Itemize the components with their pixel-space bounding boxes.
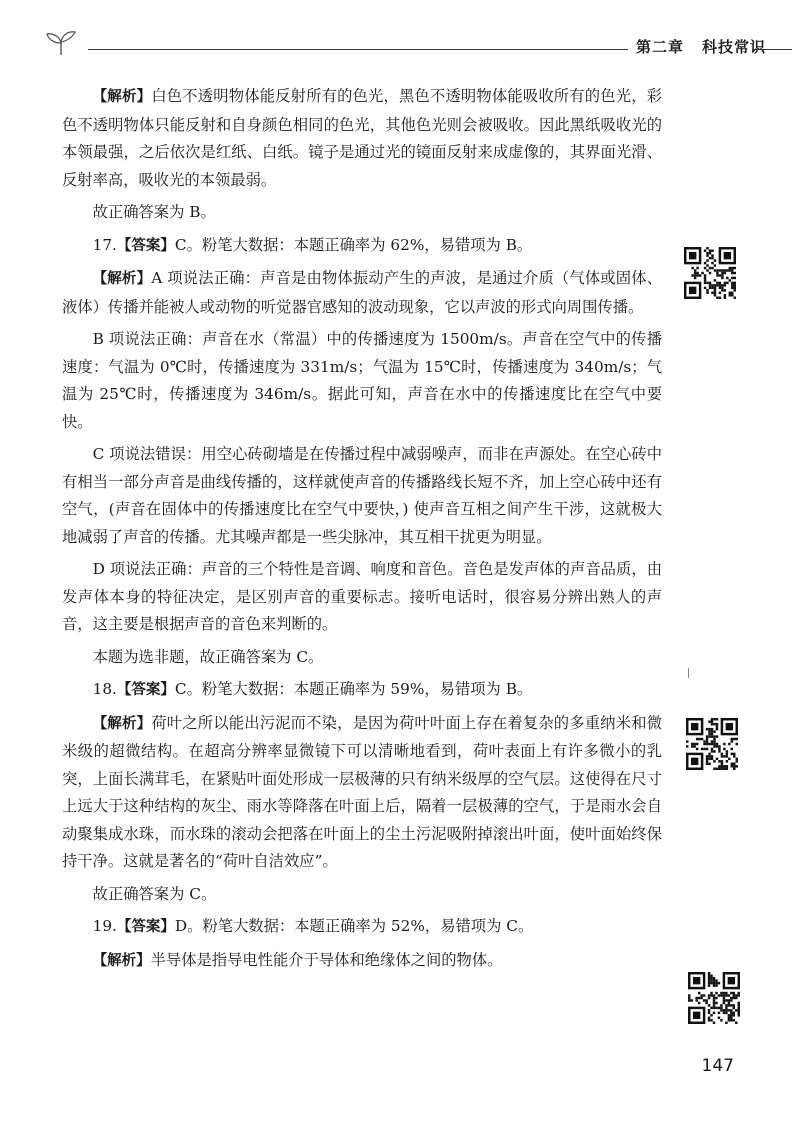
answer-text: C。粉笔大数据：本题正确率为 62%，易错项为 B。 [174,235,533,254]
page-body [62,83,662,980]
scan-artifact [688,668,689,678]
answer-conclusion: 故正确答案为 B。 [92,203,216,221]
analysis-tag: 【解析】 [92,271,152,287]
answer-tag: 【答案】 [116,682,175,698]
question-number: 17. [92,235,117,254]
analysis-paragraph [62,265,662,321]
paragraph-text: A 项说法正确：声音是由物体振动产生的声波，是通过介质（气体或固体、液体）传播并能被人或动物的听觉器官感知的波动现象，它以声波的形式向周围传播。 [62,269,662,316]
qr-code-icon[interactable] [684,247,736,299]
chapter-section: 科技常识 [702,38,767,56]
sprout-icon [44,30,78,56]
option-b-explanation: B 项说法正确：声音在水（常温）中的传播速度为 1500m/s。声音在空气中的传播速度：气温为 0℃时，传播速度为 331m/s；气温为 15℃时，传播速度为 340m/s；气温为 25℃时，传播速度为 346m/s。据此可知，声音在水中的传播速度比在空气中要快。 [62,330,662,431]
paragraph-text: 白色不透明物体能反射所有的色光，黑色不透明物体能吸收所有的色光，彩色不透明物体只能反射和自身颜色相同的色光，其他色光则会被吸收。因此黑纸吸收光的本领最强，之后依次是红纸、白纸。镜子是通过光的镜面反射来成虚像的，其界面光滑、反射率高，吸收光的本领最弱。 [62,87,662,189]
question-number: 18. [92,680,117,698]
analysis-paragraph [62,947,662,976]
option-c-explanation: C 项说法错误：用空心砖砌墙是在传播过程中减弱噪声，而非在声源处。在空心砖中有相当一部分声音是曲线传播的，这样就使声音的传播路线长短不齐，加上空心砖中还有空气，(声音在固体中的传播速度比在空气中要快，) 使声音互相之间产生干涉，这就极大地减弱了声音的传播。尤其噪声都是一些尖脉冲，其互相干扰更为明显。 [62,445,662,546]
qr-code-icon[interactable] [686,718,738,770]
page-number: 147 [701,1056,734,1076]
answer-text: D。粉笔大数据：本题正确率为 52%，易错项为 C。 [174,917,534,935]
analysis-tag: 【解析】 [92,89,152,105]
analysis-tag: 【解析】 [92,952,151,969]
qr-code-icon[interactable] [688,972,740,1024]
question-18-answer [62,676,662,705]
header-rule-right [752,49,792,50]
answer-text: C。粉笔大数据：本题正确率为 59%，易错项为 B。 [174,680,533,698]
question-19-answer [62,913,662,942]
answer-tag: 【答案】 [116,919,175,935]
answer-conclusion: 故正确答案为 C。 [92,884,217,903]
answer-tag: 【答案】 [116,237,175,254]
analysis-tag: 【解析】 [92,715,152,732]
analysis-paragraph [62,83,662,194]
paragraph-text: 半导体是指导电性能介于导体和绝缘体之间的物体。 [150,950,503,969]
paragraph-text: 荷叶之所以能出污泥而不染，是因为荷叶叶面上存在着复杂的多重纳米和微米级的超微结构。在超高分辨率显微镜下可以清晰地看到，荷叶表面上有许多微小的乳突，上面长满茸毛，在紧贴叶面处形成一层极薄的只有纳米级厚的空气层。这使得在尺寸上远大于这种结构的灰尘、雨水等降落在叶面上后，隔着一层极薄的空气，于是雨水会自动聚集成水珠，而水珠的滚动会把落在叶面上的尘土污泥吸附掉滚出叶面，使叶面始终保持干净。这就是著名的“荷叶自洁效应”。 [62,713,662,870]
option-d-explanation: D 项说法正确：声音的三个特性是音调、响度和音色。音色是发声体的声音品质，由发声体本身的特征决定，是区别声音的重要标志。接听电话时，很容易分辨出熟人的声音，这主要是根据声音的音色来判断的。 [62,560,662,633]
chapter-number: 第二章 [636,38,685,56]
header-rule-left [88,49,628,50]
answer-conclusion: 本题为选非题，故正确答案为 C。 [92,647,324,666]
question-number: 19. [92,917,117,935]
question-17-answer [62,232,662,261]
page-header [40,30,770,62]
chapter-title [636,36,766,57]
analysis-paragraph [62,710,662,876]
